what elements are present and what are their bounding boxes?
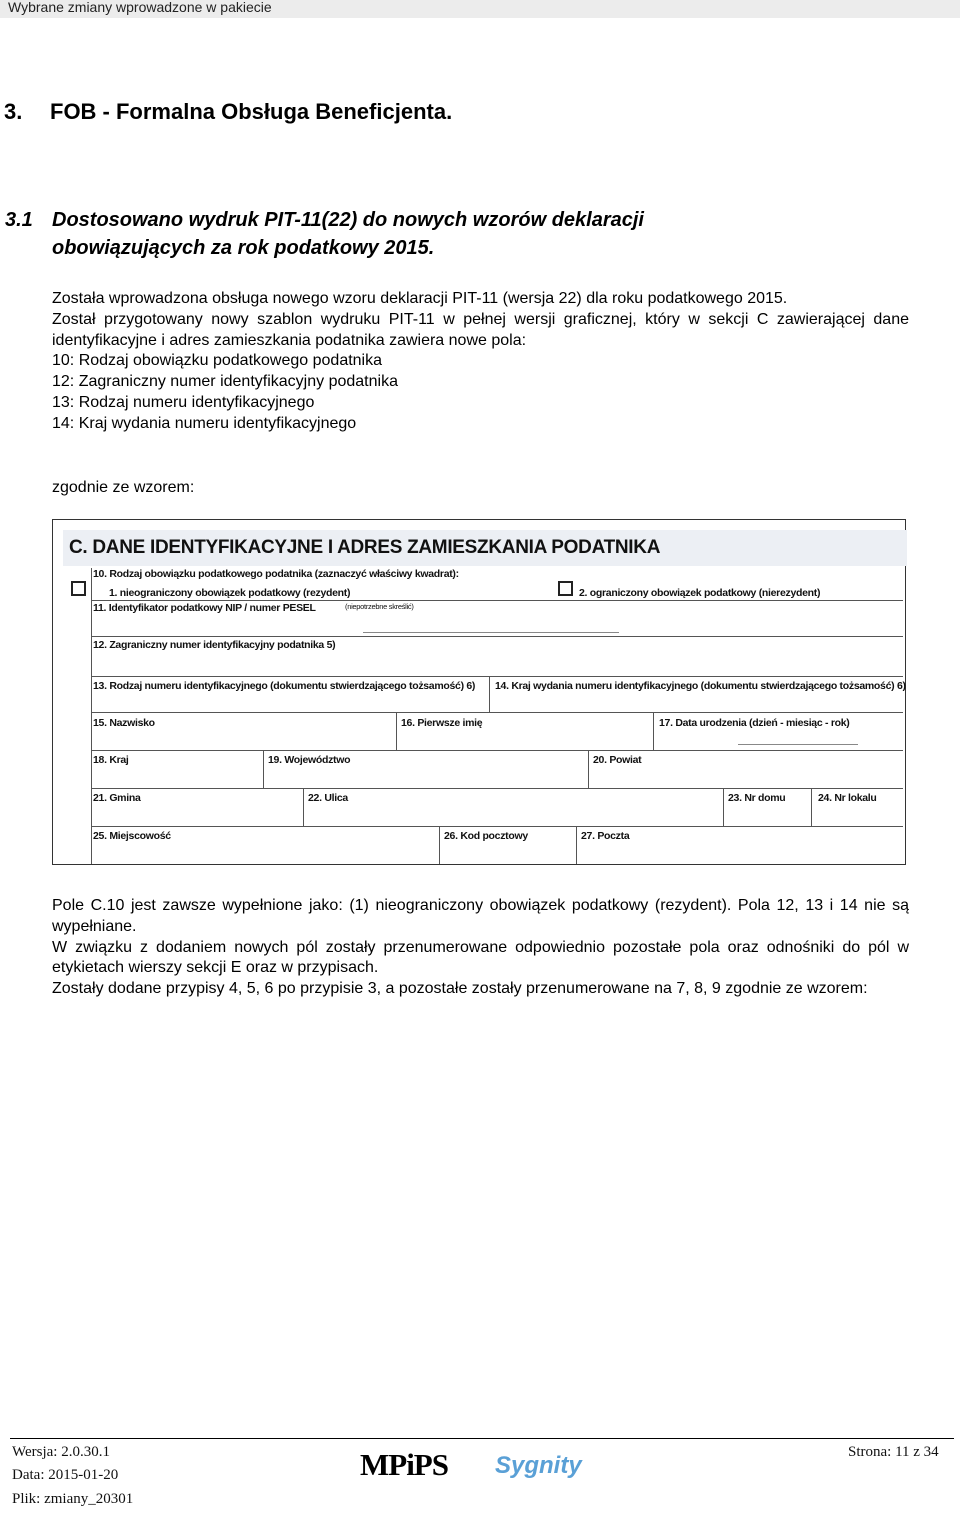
page-header-text: Wybrane zmiany wprowadzone w pakiecie — [8, 0, 272, 15]
form-divider — [576, 826, 577, 864]
form-divider — [303, 788, 304, 826]
form-divider — [396, 712, 397, 750]
field-23-label: 23. Nr domu — [728, 792, 786, 804]
form-rule — [91, 826, 903, 827]
field-27-label: 27. Poczta — [581, 830, 630, 842]
field-14-label: 14. Kraj wydania numeru identyfikacyjnego (dokumentu stwierdzającego tożsamość) 6) — [495, 680, 906, 692]
option-2-label: 2. ograniczony obowiązek podatkowy (nierezydent) — [579, 587, 821, 599]
field-21-label: 21. Gmina — [93, 792, 141, 804]
post-form-paragraph-3: Zostały dodane przypisy 4, 5, 6 po przypisie 3, a pozostałe zostały przenumerowane na 7, 8, 9 zgodnie ze wzorem: — [52, 980, 868, 998]
mpips-logo: MPiPS — [360, 1447, 448, 1482]
form-divider — [723, 788, 724, 826]
field-20-label: 20. Powiat — [593, 754, 642, 766]
field-item: 12: Zagraniczny numer identyfikacyjny podatnika — [52, 373, 398, 391]
intro-paragraph-1: Została wprowadzona obsługa nowego wzoru deklaracji PIT-11 (wersja 22) dla roku podatkowego 2015. — [52, 290, 788, 307]
footer-date: Data: 2015-01-20 — [12, 1467, 119, 1483]
field-11-label: 11. Identyfikator podatkowy NIP / numer PESEL — [93, 602, 316, 614]
form-divider — [588, 750, 589, 788]
section-title: FOB - Formalna Obsługa Beneficjenta. — [50, 99, 453, 124]
form-rule — [91, 712, 903, 713]
pit11-section-c-form-image — [52, 519, 906, 865]
page-header — [0, 0, 960, 18]
field-11-note: (niepotrzebne skreślić) — [345, 602, 414, 611]
field-24-label: 24. Nr lokalu — [818, 792, 877, 804]
subsection-number: 3.1 — [5, 209, 33, 231]
form-left-border — [91, 568, 92, 864]
field-13-label: 13. Rodzaj numeru identyfikacyjnego (dokumentu stwierdzającego tożsamość) 6) — [93, 680, 476, 692]
checkbox-icon — [71, 581, 86, 596]
footer-file: Plik: zmiany_20301 — [12, 1491, 134, 1507]
form-divider — [653, 712, 654, 750]
post-form-text — [52, 896, 909, 1000]
field-19-label: 19. Województwo — [268, 754, 351, 766]
footer-rule — [10, 1438, 954, 1439]
post-form-paragraph-2: W związku z dodaniem nowych pól zostały przenumerowane odpowiednio pozostałe pola oraz odnośniki do pól w etykietach wierszy sekcji E oraz w przypisach. — [52, 938, 909, 977]
field-15-label: 15. Nazwisko — [93, 717, 155, 729]
form-divider — [811, 788, 812, 826]
form-rule — [91, 636, 903, 637]
form-section-title: C. DANE IDENTYFIKACYJNE I ADRES ZAMIESZKANIA PODATNIKA — [63, 530, 907, 566]
form-rule — [91, 750, 903, 751]
form-rule — [91, 676, 903, 677]
field-item: 10: Rodzaj obowiązku podatkowego podatnika — [52, 352, 383, 370]
intro-text — [52, 289, 909, 435]
form-divider — [439, 826, 440, 864]
checkbox-icon — [558, 581, 573, 596]
field-22-label: 22. Ulica — [308, 792, 348, 804]
field-12-label: 12. Zagraniczny numer identyfikacyjny podatnika 5) — [93, 639, 336, 651]
input-line — [738, 738, 858, 745]
intro-paragraph-2: Został przygotowany nowy szablon wydruku PIT-11 w pełnej wersji graficznej, który w sekcji C zawierającej dane identyfikacyjne i adres zamieszkania podatnika zawiera nowe pola: — [52, 310, 909, 349]
field-16-label: 16. Pierwsze imię — [401, 717, 483, 729]
field-25-label: 25. Miejscowość — [93, 830, 171, 842]
section-number: 3. — [4, 99, 23, 124]
footer-page: Strona: 11 z 34 — [848, 1444, 939, 1460]
field-10-label: 10. Rodzaj obowiązku podatkowego podatnika (zaznaczyć właściwy kwadrat): — [93, 568, 459, 580]
option-1-label: 1. nieograniczony obowiązek podatkowy (rezydent) — [109, 587, 351, 599]
form-rule — [91, 788, 903, 789]
footer-version: Wersja: 2.0.30.1 — [12, 1444, 110, 1460]
field-17-label: 17. Data urodzenia (dzień - miesiąc - rok) — [659, 717, 850, 729]
form-divider — [489, 676, 490, 712]
subsection-title: Dostosowano wydruk PIT-11(22) do nowych wzorów deklaracji obowiązujących za rok podatkowy 2015. — [52, 209, 644, 259]
according-to-template: zgodnie ze wzorem: — [52, 479, 195, 496]
form-rule — [91, 600, 903, 601]
field-item: 14: Kraj wydania numeru identyfikacyjnego — [52, 414, 357, 432]
input-line — [363, 626, 619, 633]
form-divider — [263, 750, 264, 788]
post-form-paragraph-1: Pole C.10 jest zawsze wypełnione jako: (1) nieograniczony obowiązek podatkowy (rezydent). Pola 12, 13 i 14 nie są wypełniane. — [52, 897, 909, 935]
sygnity-logo: Sygnity — [495, 1452, 582, 1479]
field-18-label: 18. Kraj — [93, 754, 129, 766]
field-26-label: 26. Kod pocztowy — [444, 830, 528, 842]
field-item: 13: Rodzaj numeru identyfikacyjnego — [52, 393, 315, 411]
